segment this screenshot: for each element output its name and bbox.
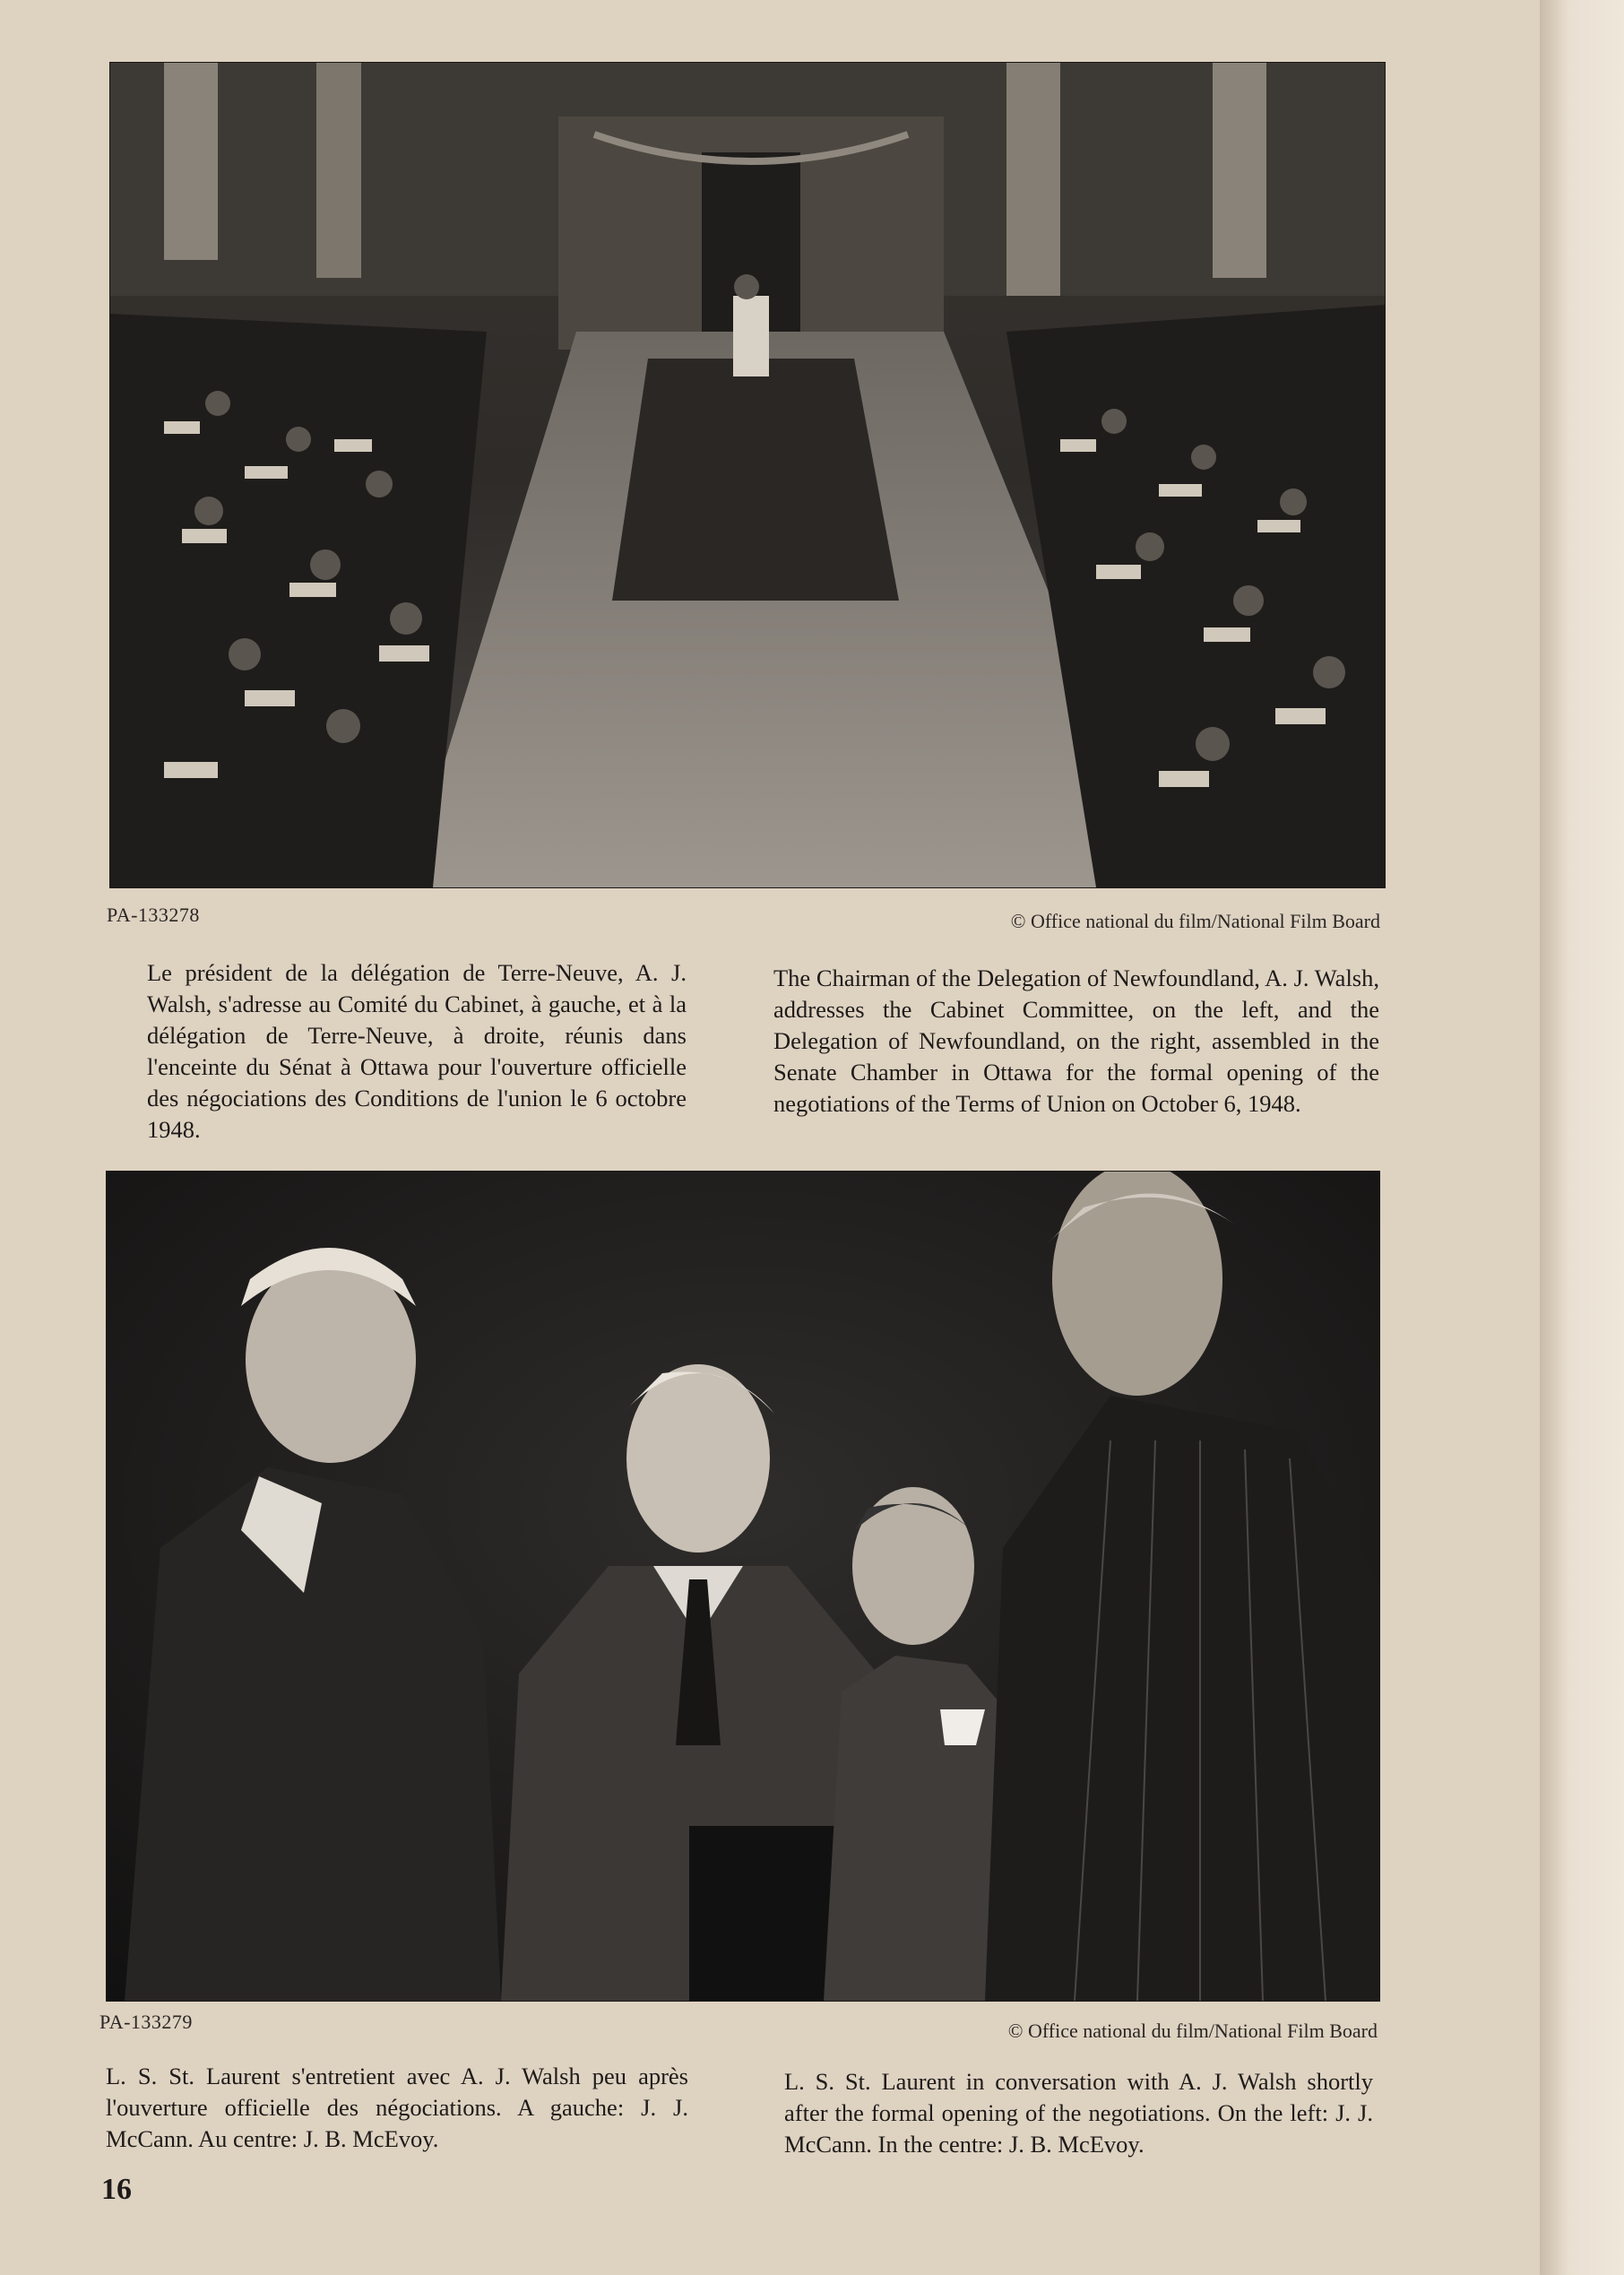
conversation-photo: [107, 1172, 1379, 2001]
conversation-illustration: [107, 1172, 1379, 2001]
figure-ref-id: PA-133279: [99, 2011, 193, 2033]
senate-chamber-photo: [110, 63, 1385, 887]
figure-ref-id: PA-133278: [107, 904, 200, 926]
page-number: 16: [101, 2173, 132, 2206]
figure-credit: © Office national du film/National Film Board: [1007, 2020, 1378, 2042]
page-edge: [1540, 0, 1624, 2275]
figure-caption-fr: Le président de la délégation de Terre-Neuve, A. J. Walsh, s'adresse au Comité du Cabinet, à gauche, et à la délégation de Terre-Neuve, à droite, réunis dans l'enceinte du Sénat à Ottawa pour l'ouverture officielle des négociations des Conditions de l'union le 6 octobre 1948.: [147, 959, 687, 1143]
figure-caption-en: L. S. St. Laurent in conversation with A. J. Walsh shortly after the formal opening of the negotiations. On the left: J. J. McCann. In the centre: J. B. McEvoy.: [784, 2068, 1373, 2158]
figure-caption-en: The Chairman of the Delegation of Newfoundland, A. J. Walsh, addresses the Cabinet Committee, on the left, and the Delegation of Newfoundland, on the right, assembled in the Senate Chamber in Ottawa for the formal opening of the negotiations of the Terms of Union on October 6, 1948.: [773, 964, 1379, 1117]
figure-caption-fr: L. S. St. Laurent s'entretient avec A. J. Walsh peu après l'ouverture officielle des négociations. A gauche: J. J. McCann. Au centre: J. B. McEvoy.: [106, 2063, 688, 2152]
figure-credit: © Office national du film/National Film Board: [1010, 910, 1380, 932]
senate-chamber-illustration: [110, 63, 1385, 887]
